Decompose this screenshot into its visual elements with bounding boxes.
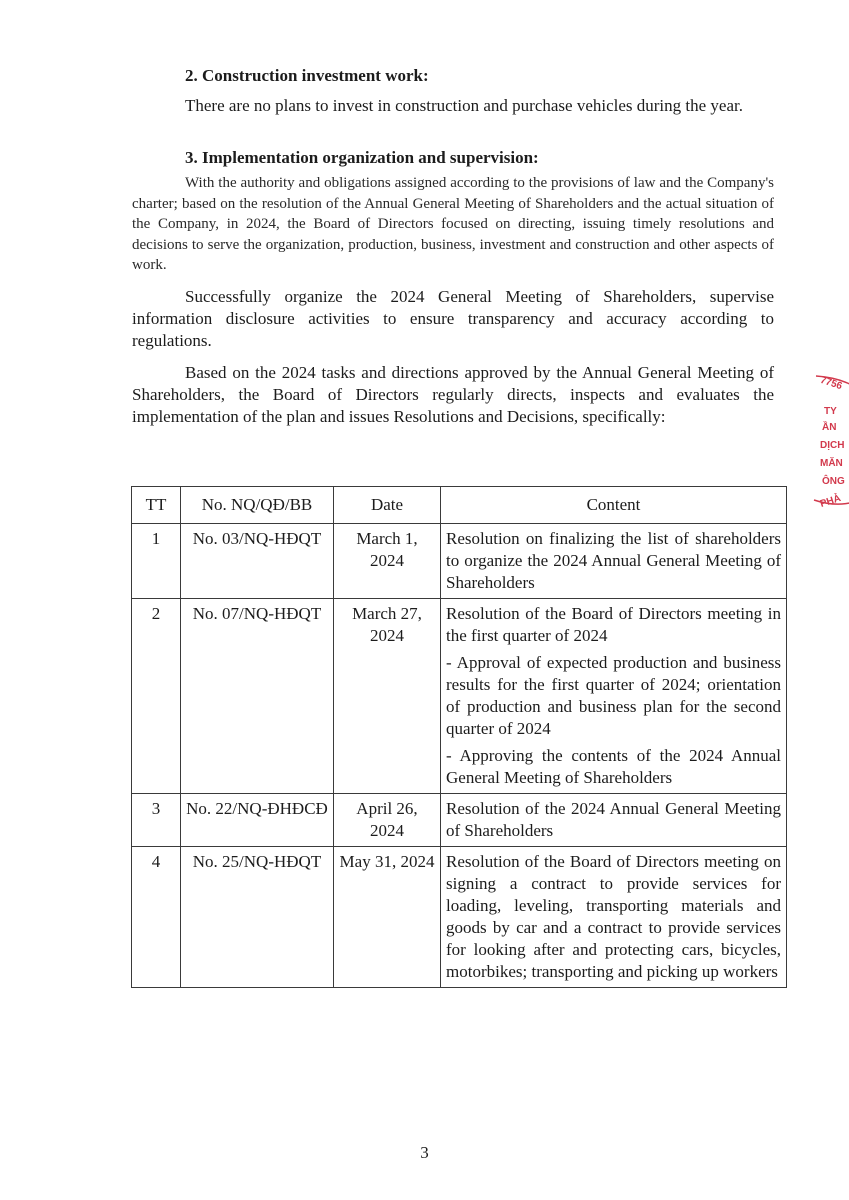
header-tt: TT <box>132 487 181 524</box>
header-content: Content <box>441 487 787 524</box>
row-date: March 27, 2024 <box>334 599 441 794</box>
resolutions-table <box>131 486 787 988</box>
seal-fragment: ẦN <box>822 422 837 433</box>
row-tt: 3 <box>132 794 181 847</box>
seal-fragment: TY <box>824 406 837 417</box>
row-number: No. 22/NQ-ĐHĐCĐ <box>181 794 334 847</box>
row-date: March 1, 2024 <box>334 524 441 599</box>
row-date: April 26, 2024 <box>334 794 441 847</box>
content-line: Resolution on finalizing the list of shareholders to organize the 2024 Annual General Meeting of Shareholders <box>446 529 781 592</box>
seal-fragment: 7756 <box>818 374 844 393</box>
table-row <box>132 794 787 847</box>
seal-fragment: DỊCH <box>820 440 845 451</box>
section-3-heading: 3. Implementation organization and supervision: <box>185 148 539 167</box>
table-row <box>132 847 787 988</box>
header-number: No. NQ/QĐ/BB <box>181 487 334 524</box>
table-row <box>132 524 787 599</box>
row-content <box>441 794 787 847</box>
row-number: No. 07/NQ-HĐQT <box>181 599 334 794</box>
seal-fragment: PHẢ <box>818 493 843 510</box>
section-2-text: There are no plans to invest in construction and purchase vehicles during the year. <box>185 96 743 115</box>
table-row <box>132 599 787 794</box>
row-content <box>441 524 787 599</box>
section-3-paragraph-1: With the authority and obligations assigned according to the provisions of law and the Company's charter; based on the resolution of the Annual General Meeting of Shareholders and the actual situation of the Company, in 2024, the Board of Directors focused on directing, issuing timely resolutions and decisions to serve the organization, production, business, investment and construction and other aspects of work. <box>132 175 774 273</box>
content-line: Resolution of the 2024 Annual General Meeting of Shareholders <box>446 799 781 840</box>
row-tt: 2 <box>132 599 181 794</box>
section-3-paragraph-3: Based on the 2024 tasks and directions approved by the Annual General Meeting of Shareholders, the Board of Directors regularly directs, inspects and evaluates the implementation of the plan and issues Resolutions and Decisions, specifically: <box>132 363 774 426</box>
content-line: - Approving the contents of the 2024 Annual General Meeting of Shareholders <box>446 746 781 787</box>
row-content <box>441 847 787 988</box>
row-tt: 1 <box>132 524 181 599</box>
seal-fragment: ÔNG <box>822 476 845 487</box>
company-seal <box>808 372 849 522</box>
content-line: Resolution of the Board of Directors meeting in the first quarter of 2024 <box>446 604 781 645</box>
page-number: 3 <box>420 1143 429 1162</box>
row-number: No. 25/NQ-HĐQT <box>181 847 334 988</box>
section-2-heading: 2. Construction investment work: <box>185 66 429 85</box>
content-line: Resolution of the Board of Directors meeting on signing a contract to provide services for loading, leveling, transporting materials and goods by car and a contract to provide services for looking after and protecting cars, bicycles, motorbikes; transporting and picking up workers <box>446 852 781 981</box>
row-date: May 31, 2024 <box>334 847 441 988</box>
row-content <box>441 599 787 794</box>
row-tt: 4 <box>132 847 181 988</box>
section-3-paragraph-2: Successfully organize the 2024 General Meeting of Shareholders, supervise information disclosure activities to ensure transparency and accuracy according to regulations. <box>132 287 774 350</box>
content-line: - Approval of expected production and business results for the first quarter of 2024; orientation of production and business plan for the second quarter of 2024 <box>446 653 781 738</box>
row-number: No. 03/NQ-HĐQT <box>181 524 334 599</box>
table-header-row <box>132 487 787 524</box>
seal-fragment: MĂN <box>820 458 843 469</box>
header-date: Date <box>334 487 441 524</box>
